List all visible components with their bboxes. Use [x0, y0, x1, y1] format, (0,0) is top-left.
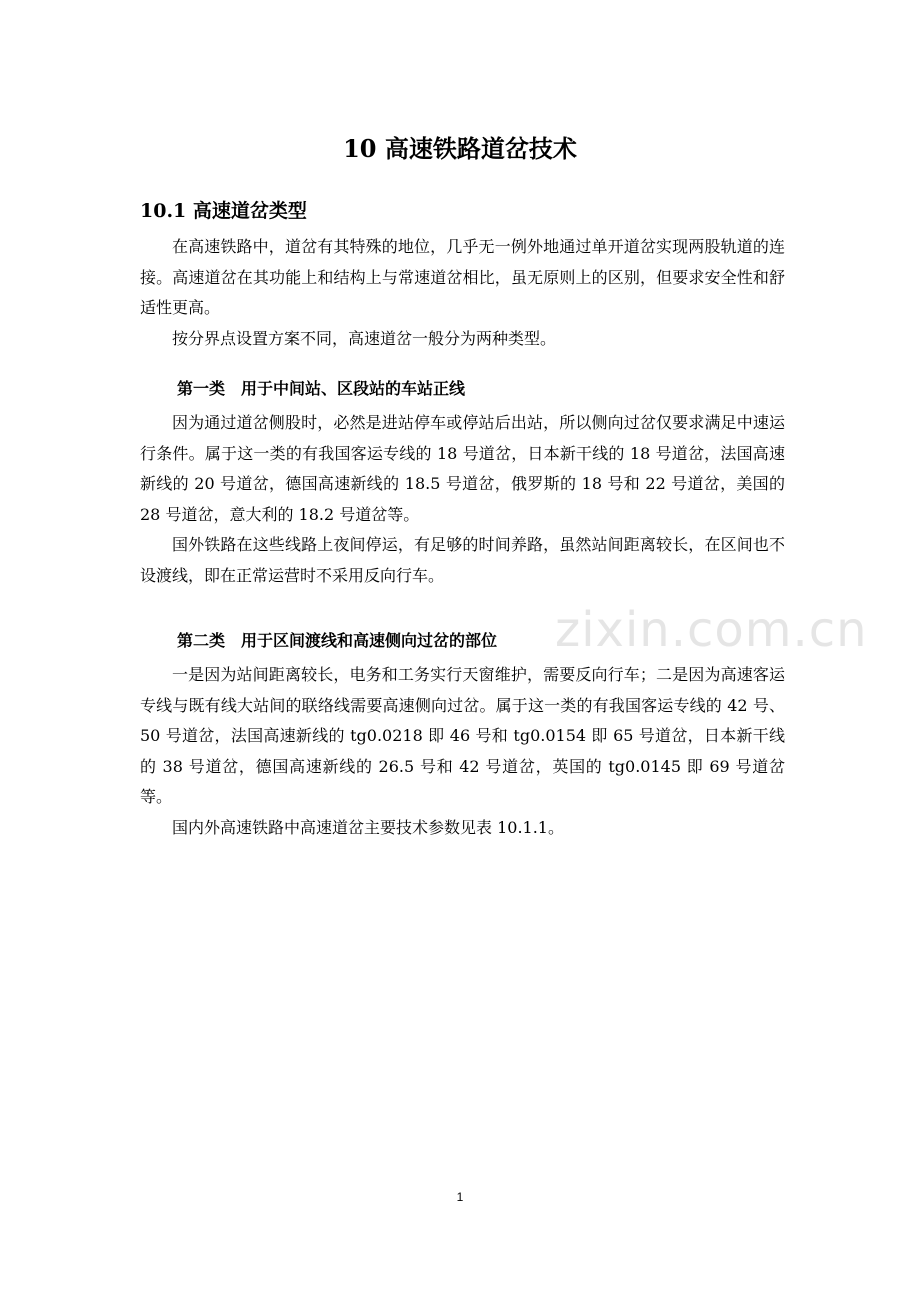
page-number: 1 [456, 1190, 464, 1204]
watermark: zixin.com.cn [555, 602, 868, 658]
category-heading-2 [177, 626, 497, 656]
paragraph: 国内外高速铁路中高速道岔主要技术参数见表 10.1.1。 [172, 817, 564, 837]
paragraph: 在高速铁路中，道岔有其特殊的地位，几乎无一例外地通过单开道岔实现两股轨道的连接。高速道岔在其功能上和结构上与常速道岔相比，虽无原则上的区别，但要求安全性和舒适性更高。 [140, 237, 785, 317]
paragraph: 一是因为站间距离较长，电务和工务实行天窗维护，需要反向行车；二是因为高速客运专线与既有线大站间的联络线需要高速侧向过岔。属于这一类的有我国客运专线的 42 号、50 号道岔，法国高速新线的 tg0.0218 即 46 号和 tg0.0154 即 65 号道岔，日本新干线的 38 号道岔，德国高速新线的 26.5 号和 42 号道岔，英国的 tg0.0145 即 69 号道岔等。 [140, 665, 785, 806]
category-label: 第一类 [177, 379, 226, 398]
paragraph: 按分界点设置方案不同，高速道岔一般分为两种类型。 [172, 328, 557, 348]
category1-text [140, 408, 785, 591]
intro-text [140, 232, 785, 354]
category-label: 第二类 [177, 631, 226, 650]
paragraph: 国外铁路在这些线路上夜间停运，有足够的时间养路，虽然站间距离较长，在区间也不设渡线，即在正常运营时不采用反向行车。 [140, 535, 785, 585]
category2-text [140, 660, 785, 843]
category-text: 用于区间渡线和高速侧向过岔的部位 [241, 631, 498, 650]
category-text: 用于中间站、区段站的车站正线 [241, 379, 466, 398]
chapter-title: 10 高速铁路道岔技术 [343, 134, 577, 163]
section-heading: 10.1 高速道岔类型 [140, 200, 307, 222]
paragraph: 因为通过道岔侧股时，必然是进站停车或停站后出站，所以侧向过岔仅要求满足中速运行条件。属于这一类的有我国客运专线的 18 号道岔，日本新干线的 18 号道岔，法国高速新线的 20 号道岔，德国高速新线的 18.5 号道岔，俄罗斯的 18 号和 22 号道岔，美国的 28 号道岔，意大利的 18.2 号道岔等。 [140, 413, 785, 524]
category-heading-1 [177, 374, 465, 404]
